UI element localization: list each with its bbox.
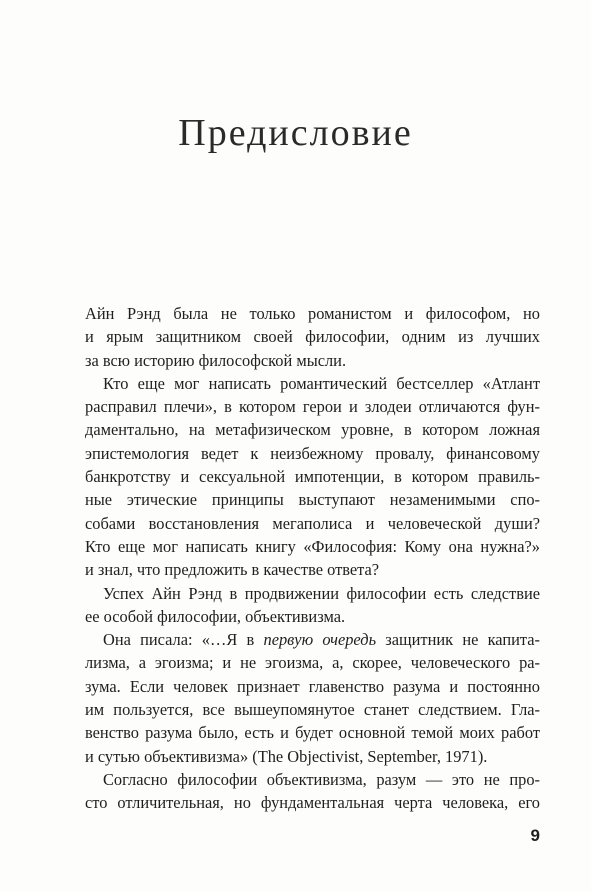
text-line: ее особой философии, объективизма. (85, 606, 346, 626)
text-line: даментально, на метафизическом уровне, в котором ложная (85, 420, 540, 440)
text-fragment: Она писала: «…Я в (103, 630, 264, 650)
paragraph-4 (85, 628, 540, 768)
paragraph-5 (85, 768, 540, 815)
body-text (85, 302, 540, 815)
text-line: венство разума было, есть и будет основной темой моих работ (85, 723, 540, 743)
text-line: эпистемология ведет к неизбежному провалу, финансовому (85, 443, 540, 463)
paragraph-1 (85, 302, 540, 372)
text-line: сто отличительная, но фундаментальная черта человека, его (85, 793, 540, 813)
text-line: Согласно философии объективизма, разум — это не про- (103, 769, 540, 789)
text-line: и знал, что предложить в качестве ответа? (85, 560, 380, 580)
text-line: Успех Айн Рэнд в продвижении философии есть следствие (103, 583, 540, 603)
text-line: Кто еще мог написать книгу «Философия: Кому она нужна?» (85, 536, 540, 556)
text-line: зума. Если человек признает главенство разума и постоянно (85, 676, 540, 696)
paragraph-2 (85, 372, 540, 582)
page-number: 9 (530, 826, 540, 845)
paragraph-3 (85, 582, 540, 629)
text-line-with-emphasis (85, 628, 540, 651)
text-line: собами восстановления мегаполиса и человеческой души? (85, 513, 540, 533)
text-fragment: защитник не капита- (376, 630, 541, 650)
emphasis-text: первую очередь (263, 630, 377, 650)
chapter-title: Предисловие (178, 112, 413, 155)
text-line: и сутью объективизма» (The Objectivist, September, 1971). (85, 746, 488, 766)
text-line: ные этические принципы выступают незаменимыми спо- (85, 490, 540, 510)
text-line: им пользуется, все вышеупомянутое станет следствием. Гла- (85, 700, 540, 720)
text-line: лизма, а эгоизма; и не эгоизма, а, скорее, человеческого ра- (85, 653, 540, 673)
text-line: банкротству и сексуальной импотенции, в котором правиль- (85, 467, 540, 487)
text-line: за всю историю философской мысли. (85, 350, 347, 370)
text-line: Кто еще мог написать романтический бестселлер «Атлант (103, 373, 540, 393)
text-line: расправил плечи», в котором герои и злодеи отличаются фун- (85, 397, 540, 417)
text-line: Айн Рэнд была не только романистом и философом, но (85, 304, 540, 323)
text-line: и ярым защитником своей философии, одним из лучших (85, 327, 540, 347)
